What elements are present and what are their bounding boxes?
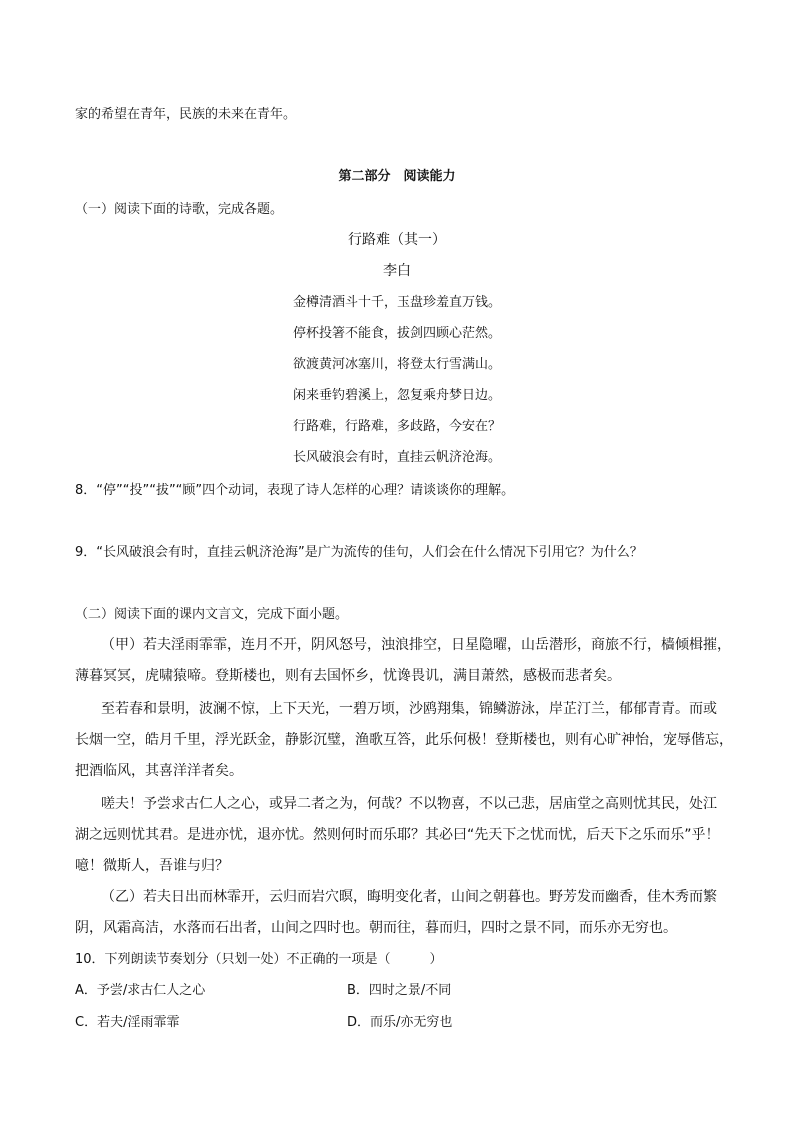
poem-line: 金樽清酒斗十千，玉盘珍羞直万钱。 — [292, 295, 501, 310]
option-d: D．而乐/亦无穷也 — [347, 1015, 453, 1030]
passage-line: 噫！微斯人，吾谁与归？ — [75, 858, 229, 874]
poem-line: 长风破浪会有时，直挂云帆济沧海。 — [292, 450, 501, 465]
poem-line: 欲渡黄河冰塞川，将登太行雪满山。 — [292, 357, 501, 372]
question-10: 10．下列朗读节奏划分（只划一处）不正确的一项是（ ） — [75, 952, 443, 967]
passage-line: 阴，风霜高洁，水落而石出者，山间之四时也。朝而往，暮而归，四时之景不同，而乐亦无穷也。 — [75, 920, 677, 936]
question-8: 8．“停”“投”“拔”“顾”四个动词，表现了诗人怎样的心理？请谈谈你的理解。 — [75, 483, 515, 498]
poem-line: 停杯投箸不能食，拔剑四顾心茫然。 — [292, 326, 501, 341]
passage-line: 嗟夫！予尝求古仁人之心，或异二者之为，何哉？不以物喜，不以己悲，居庙堂之高则忧其民，处江 — [101, 796, 717, 812]
intro-line: 家的希望在青年，民族的未来在青年。 — [75, 107, 297, 122]
section1-heading: （一）阅读下面的诗歌，完成各题。 — [75, 202, 284, 217]
option-b: B．四时之景/不同 — [347, 983, 452, 998]
option-a: A．予尝/求古仁人之心 — [75, 983, 206, 998]
option-c: C．若夫/淫雨霏霏 — [75, 1015, 180, 1030]
passage-line: 长烟一空，皓月千里，浮光跃金，静影沉璧，渔歌互答，此乐何极！登斯楼也，则有心旷神怡，宠辱偕忘， — [75, 732, 733, 748]
poem-line: 行路难，行路难，多歧路，今安在？ — [292, 419, 501, 434]
passage-line: （甲）若夫淫雨霏霏，连月不开，阴风怒号，浊浪排空，日星隐曜，山岳潜形，商旅不行，樯倾楫摧， — [101, 637, 731, 653]
passage-line: 湖之远则忧其君。是进亦忧，退亦忧。然则何时而乐耶？其必曰“先天下之忧而忧，后天下之乐而乐”乎！ — [75, 827, 720, 843]
question-9: 9．“长风破浪会有时，直挂云帆济沧海”是广为流传的佳句，人们会在什么情况下引用它？为什么？ — [75, 545, 643, 560]
poem-title: 行路难（其一） — [348, 232, 446, 248]
passage-line: 把酒临风，其喜洋洋者矣。 — [75, 763, 243, 779]
passage-line: 至若春和景明，波澜不惊，上下天光，一碧万顷，沙鸥翔集，锦鳞游泳，岸芷汀兰，郁郁青青。而或 — [101, 701, 717, 717]
poem-author: 李白 — [383, 263, 411, 279]
passage-line: 薄暮冥冥，虎啸猿啼。登斯楼也，则有去国怀乡，忧谗畏讥，满目萧然，感极而悲者矣。 — [75, 668, 621, 684]
poem-line: 闲来垂钓碧溪上，忽复乘舟梦日边。 — [292, 388, 501, 403]
section2-heading: （二）阅读下面的课内文言文，完成下面小题。 — [75, 607, 349, 622]
passage-line: （乙）若夫日出而林霏开，云归而岩穴暝，晦明变化者，山间之朝暮也。野芳发而幽香，佳木秀而繁 — [101, 889, 717, 905]
part-title: 第二部分 阅读能力 — [338, 169, 456, 184]
